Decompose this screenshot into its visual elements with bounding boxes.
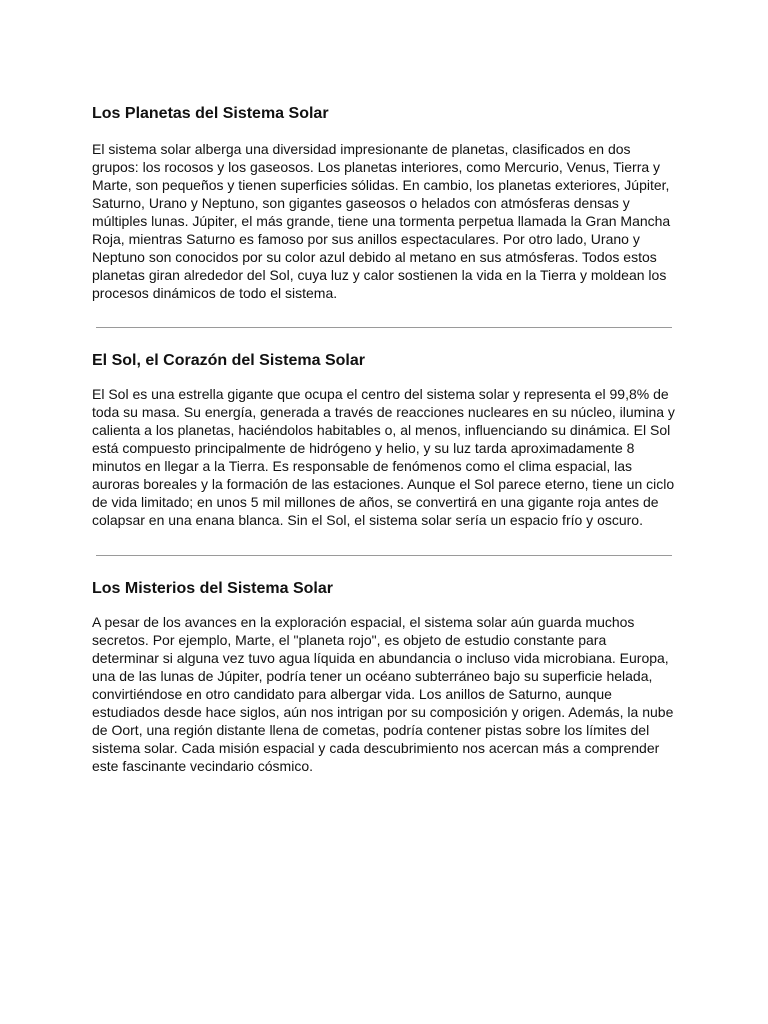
section-divider [96,327,672,328]
section-paragraph: El Sol es una estrella gigante que ocupa el centro del sistema solar y representa el 99,8% de toda su masa. Su energía, generada a través de reacciones nucleares en su núcleo, ilumina y calienta a los planetas, haciéndolos habitables o, al menos, influenciando su dinámica. El Sol está compuesto principalmente de hidrógeno y helio, y su luz tarda aproximadamente 8 minutos en llegar a la Tierra. Es responsable de fenómenos como el clima espacial, las auroras boreales y la formación de las estaciones. Aunque el Sol parece eterno, tiene un ciclo de vida limitado; en unos 5 mil millones de años, se convertirá en una gigante roja antes de colapsar en una enana blanca. Sin el Sol, el sistema solar sería un espacio frío y oscuro. [92,386,675,528]
section-divider [96,555,672,556]
section-title: Los Misterios del Sistema Solar [92,580,333,597]
section-title: Los Planetas del Sistema Solar [92,105,329,122]
section-sun [92,351,676,529]
section-mysteries [92,579,676,775]
section-paragraph: El sistema solar alberga una diversidad impresionante de planetas, clasificados en dos grupos: los rocosos y los gaseosos. Los planetas interiores, como Mercurio, Venus, Tierra y Marte, son pequeños y tienen superficies sólidas. En cambio, los planetas exteriores, Júpiter, Saturno, Urano y Neptuno, son gigantes gaseosos o helados con atmósferas densas y múltiples lunas. Júpiter, el más grande, tiene una tormenta perpetua llamada la Gran Mancha Roja, mientras Saturno es famoso por sus anillos espectaculares. Por otro lado, Urano y Neptuno son conocidos por su color azul debido al metano en sus atmósferas. Todos estos planetas giran alrededor del Sol, cuya luz y calor sostienen la vida en la Tierra y moldean los procesos dinámicos de todo el sistema. [92,141,671,301]
section-planets [92,104,676,302]
section-title: El Sol, el Corazón del Sistema Solar [92,352,365,369]
section-paragraph: A pesar de los avances en la exploración espacial, el sistema solar aún guarda muchos secretos. Por ejemplo, Marte, el "planeta rojo", es objeto de estudio constante para determinar si alguna vez tuvo agua líquida en abundancia o incluso vida microbiana. Europa, una de las lunas de Júpiter, podría tener un océano subterráneo bajo su superficie helada, convirtiéndose en otro candidato para albergar vida. Los anillos de Saturno, aunque estudiados desde hace siglos, aún nos intrigan por su composición y origen. Además, la nube de Oort, una región distante llena de cometas, podría contener pistas sobre los límites del sistema solar. Cada misión espacial y cada descubrimiento nos acercan más a comprender este fascinante vecindario cósmico. [92,614,674,774]
